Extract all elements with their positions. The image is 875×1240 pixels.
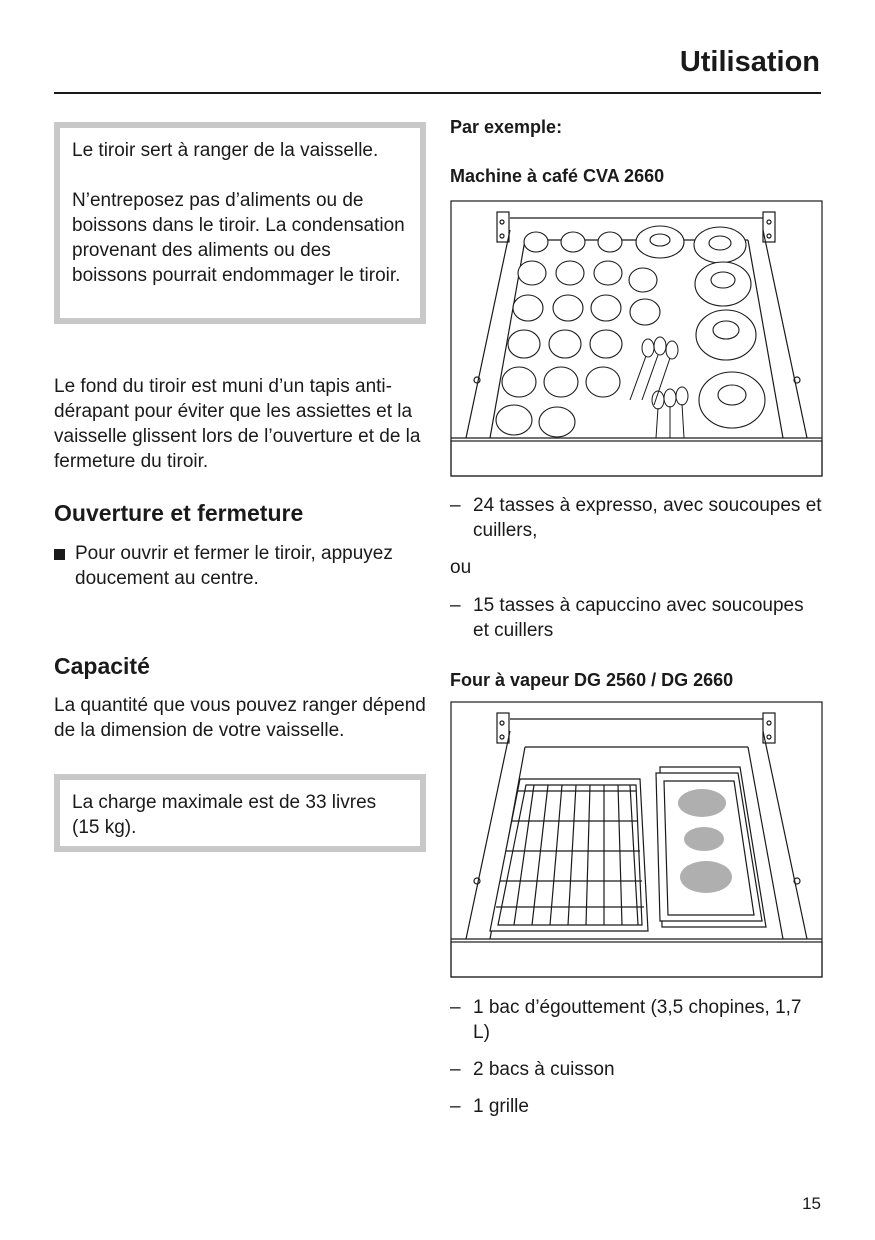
heading-capacity: Capacité xyxy=(54,653,150,679)
warning-note-box xyxy=(54,122,426,324)
list-dash: – xyxy=(450,495,461,516)
heading-coffee-machine: Machine à café CVA 2660 xyxy=(450,166,665,186)
list-dash: – xyxy=(450,1059,461,1080)
heading-steam-oven: Four à vapeur DG 2560 / DG 2660 xyxy=(450,670,734,690)
steam-item-cooking-pans xyxy=(450,1057,822,1082)
page-title: Utilisation xyxy=(679,46,820,78)
header-rule xyxy=(54,92,821,94)
coffee-item-espresso xyxy=(450,493,822,543)
coffee-drawer-illustration xyxy=(450,200,823,478)
steam-item-drip-tray-text: 1 bac d’égouttement (3,5 chopines, 1,7 L) xyxy=(473,997,802,1043)
example-label: Par exemple: xyxy=(450,117,563,137)
list-dash: – xyxy=(450,1096,461,1117)
heading-opening: Ouverture et fermeture xyxy=(54,500,304,526)
list-dash: – xyxy=(450,595,461,616)
coffee-item-cappuccino xyxy=(450,593,822,643)
list-dash: – xyxy=(450,997,461,1018)
bullet-square-icon xyxy=(54,549,65,560)
note-text-purpose: Le tiroir sert à ranger de la vaisselle. xyxy=(72,140,379,161)
steam-item-cooking-pans-text: 2 bacs à cuisson xyxy=(473,1059,615,1080)
capacity-note-box xyxy=(54,774,426,852)
opening-instruction-text: Pour ouvrir et fermer le tiroir, appuyez doucement au centre. xyxy=(75,543,393,589)
page-number: 15 xyxy=(802,1194,821,1213)
coffee-item-espresso-text: 24 tasses à expresso, avec soucoupes et cuillers, xyxy=(473,495,822,541)
note-text-condensation: N’entreposez pas d’aliments ou de boissons dans le tiroir. La condensation provenant des aliments ou des boissons pourrait endommager le tiroir. xyxy=(72,190,405,286)
capacity-paragraph: La quantité que vous pouvez ranger dépend de la dimension de votre vaisselle. xyxy=(54,695,426,741)
steam-item-grille-text: 1 grille xyxy=(473,1096,529,1117)
steam-oven-drawer-illustration xyxy=(450,701,823,979)
mat-paragraph: Le fond du tiroir est muni d’un tapis anti-dérapant pour éviter que les assiettes et la vaisselle glissent lors de l’ouverture et de la fermeture du tiroir. xyxy=(54,376,421,472)
or-separator: ou xyxy=(450,557,472,578)
steam-item-drip-tray xyxy=(450,995,822,1045)
capacity-note-text: La charge maximale est de 33 livres (15 kg). xyxy=(72,792,377,838)
coffee-item-cappuccino-text: 15 tasses à capuccino avec soucoupes et cuillers xyxy=(473,595,804,641)
steam-item-grille xyxy=(450,1094,822,1119)
opening-instruction xyxy=(54,541,434,591)
